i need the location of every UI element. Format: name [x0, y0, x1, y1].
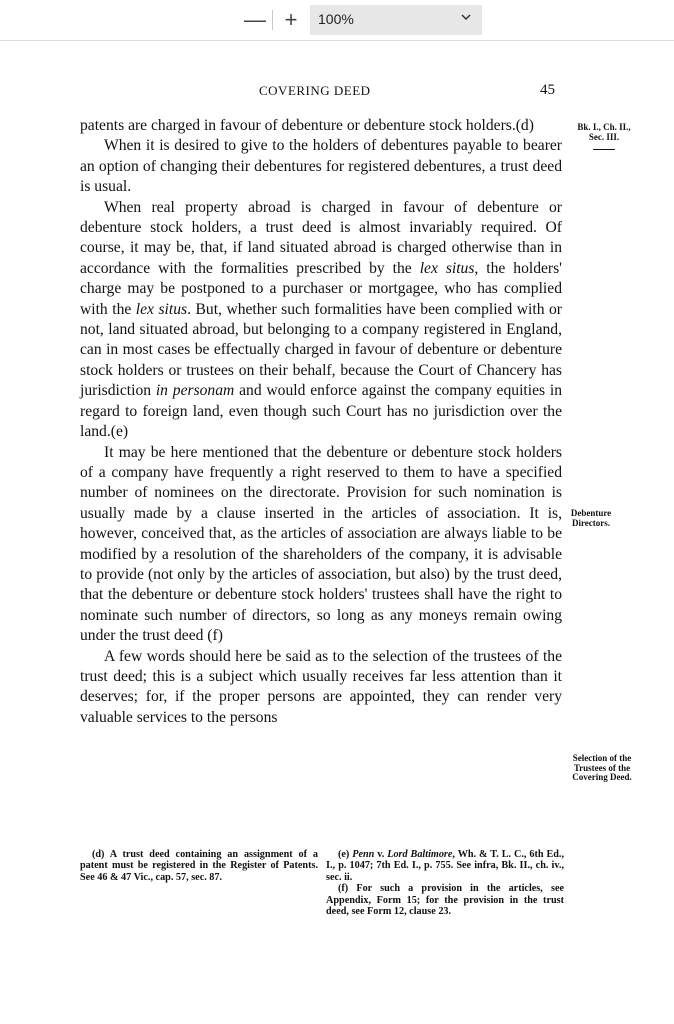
paragraph-5: A few words should here be said as to the selection of the trustees of the trust deed; this is a subject which usually receives far less attention than it deserves; for, if the proper persons are appointed, they can render very valuable services to the persons: [80, 647, 562, 726]
margin-ref-line2: Sec. III.: [588, 131, 620, 142]
paragraph-3: When real property abroad is charged in favour of debenture or debenture stock holders, a trust deed is almost invariably required. Of course, it may be, that, if land situated abroad is charged otherwise than in accordance with the formalities prescribed by the lex situs, the holders' charge may be postponed to a purchaser or mortgagee, who has complied with the lex situs. But, whether such formalities have been complied with or not, land situated abroad, but belonging to a company registered in England, can in most cases be effectually charged in favour of debenture or debenture stock holders or trustees on their behalf, because the Court of Chancery has jurisdiction in personam and would enforce against the company equities in regard to foreign land, even though such Court has no jurisdiction over the land.(e): [80, 198, 562, 441]
body-text: [80, 116, 562, 728]
pdf-toolbar: [0, 0, 674, 41]
margin-ref-line1: Bk. I., Ch. II.,: [577, 122, 631, 132]
margin-selection-line3: Covering Deed.: [572, 772, 632, 782]
running-title: COVERING DEED: [259, 83, 371, 98]
zoom-out-button[interactable]: —: [244, 7, 266, 32]
margin-note-selection: [563, 754, 641, 783]
margin-directors-line2: Directors.: [571, 517, 611, 528]
margin-directors-line1: Debenture: [570, 508, 612, 518]
margin-selection-line1: Selection of the: [572, 753, 632, 763]
chevron-down-icon: [460, 11, 472, 23]
margin-rule: [593, 149, 615, 150]
margin-ref: [564, 123, 644, 150]
page-number: 45: [540, 82, 555, 98]
paragraph-4: It may be here mentioned that the debenture or debenture stock holders of a company have frequently a right reserved to them to have a specified number of nominees on the directorate. Provision for such nomination is usually made by a clause inserted in the articles of association. It is, however, conceived that, as the articles of association are always liable to be modified by a resolution of the shareholders of the company, it is advisable to provide (not only by the articles of association, but also) by the trust deed, that the debenture or debenture stock holders' trustees shall have the right to nominate such number of directors, so long as any moneys remain owing under the trust deed (f): [80, 443, 562, 645]
zoom-select[interactable]: [310, 5, 482, 35]
zoom-in-button[interactable]: +: [284, 7, 298, 32]
paragraph-1: patents are charged in favour of debenture or debenture stock holders.(d): [80, 117, 534, 134]
page-header: [0, 83, 674, 103]
footnote-column-right: [326, 849, 564, 917]
zoom-value: 100%: [318, 11, 354, 27]
toolbar-divider: [272, 10, 273, 30]
margin-note-directors: [563, 509, 619, 528]
footnote-f: (f) For such a provision in the articles, see Appendix, Form 15; for the provision in the trust deed, see Form 12, clause 23.: [326, 883, 564, 918]
footnote-e: (e) Penn v. Lord Baltimore, Wh. & T. L. C., 6th Ed., I., p. 1047; 7th Ed. I., p. 755. See infra, Bk. II., ch. iv., sec. ii.: [326, 849, 565, 883]
paragraph-2: When it is desired to give to the holders of debentures payable to bearer an option of changing their debentures for registered debentures, a trust deed is usual.: [80, 137, 562, 196]
footnote-column-left: [80, 849, 318, 883]
margin-selection-line2: Trustees of the: [573, 762, 631, 773]
footnote-d: (d) A trust deed containing an assignment of a patent must be registered in the Register of Patents. See 46 & 47 Vic., cap. 57, sec. 87.: [80, 849, 318, 883]
